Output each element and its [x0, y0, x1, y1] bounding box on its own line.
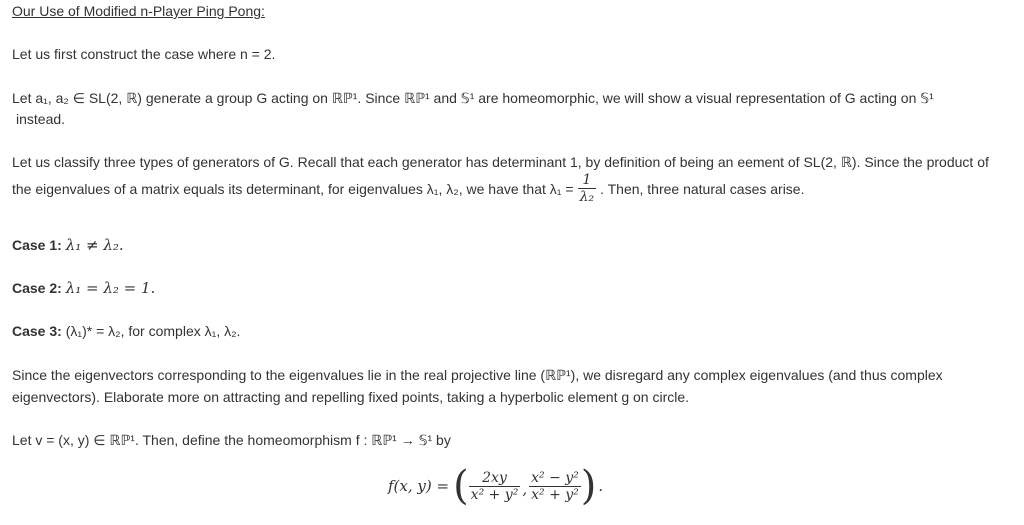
case-3-math: (λ₁)* = λ₂, for complex λ₁, λ₂.	[65, 323, 241, 339]
equation-period: .	[598, 477, 604, 495]
fraction-numerator: 1	[578, 172, 597, 189]
equation-fraction-2	[529, 470, 581, 503]
case-2-label: Case 2:	[12, 280, 62, 296]
case-1-math: λ₁ ≠ λ₂.	[65, 236, 124, 254]
paragraph-case-n2: Let us first construct the case where n = 2.	[12, 46, 276, 62]
case-1	[12, 234, 124, 256]
case-2-math: λ₁ = λ₂ = 1.	[65, 279, 156, 297]
fraction-denominator: λ₂	[579, 189, 595, 205]
paragraph-generators-line2: instead.	[16, 111, 66, 127]
equation-comma: ,	[522, 480, 528, 498]
fraction-1-numerator: 2xy	[469, 470, 521, 487]
lambda-fraction	[578, 172, 597, 205]
paragraph-classify-line2	[12, 172, 805, 205]
classify-line2-tail: . Then, three natural cases arise.	[600, 180, 805, 197]
paragraph-classify-line1: Let us classify three types of generators of G. Recall that each generator has determinant 1, by definition of being an eement of SL(2, ℝ). Since the product of	[12, 154, 989, 170]
fraction-2-denominator: x² + y²	[531, 486, 579, 503]
equation-lhs: f(x, y) =	[388, 477, 450, 495]
display-equation	[388, 463, 604, 509]
case-3	[12, 320, 240, 342]
paragraph-eigenvectors-line1: Since the eigenvectors corresponding to the eigenvalues lie in the real projective line (ℝℙ¹), we disregard any complex eigenvalues (and thus complex	[12, 367, 943, 383]
fraction-2-numerator: x² − y²	[531, 469, 579, 486]
section-title: Our Use of Modified n-Player Ping Pong:	[12, 3, 265, 19]
equation-open-paren: (	[453, 463, 469, 509]
paragraph-eigenvectors-line2: eigenvectors). Elaborate more on attracting and repelling fixed points, taking a hyperbolic element g on circle.	[12, 389, 690, 405]
paragraph-generators-line1: Let a₁, a₂ ∈ SL(2, ℝ) generate a group G acting on ℝℙ¹. Since ℝℙ¹ and 𝕊¹ are homeomorphic, we will show a visual representation of G acting on 𝕊¹	[12, 90, 934, 106]
equation-fraction-1	[469, 470, 521, 503]
classify-line2-text: the eigenvalues of a matrix equals its determinant, for eigenvalues λ₁, λ₂, we have that λ₁ =	[12, 180, 574, 197]
paragraph-homeomorphism: Let v = (x, y) ∈ ℝℙ¹. Then, define the homeomorphism f : ℝℙ¹ → 𝕊¹ by	[12, 432, 451, 448]
case-2	[12, 277, 155, 299]
fraction-1-denominator: x² + y²	[470, 486, 519, 503]
case-3-label: Case 3:	[12, 323, 62, 339]
case-1-label: Case 1:	[12, 237, 62, 253]
equation-close-paren: )	[580, 463, 597, 509]
